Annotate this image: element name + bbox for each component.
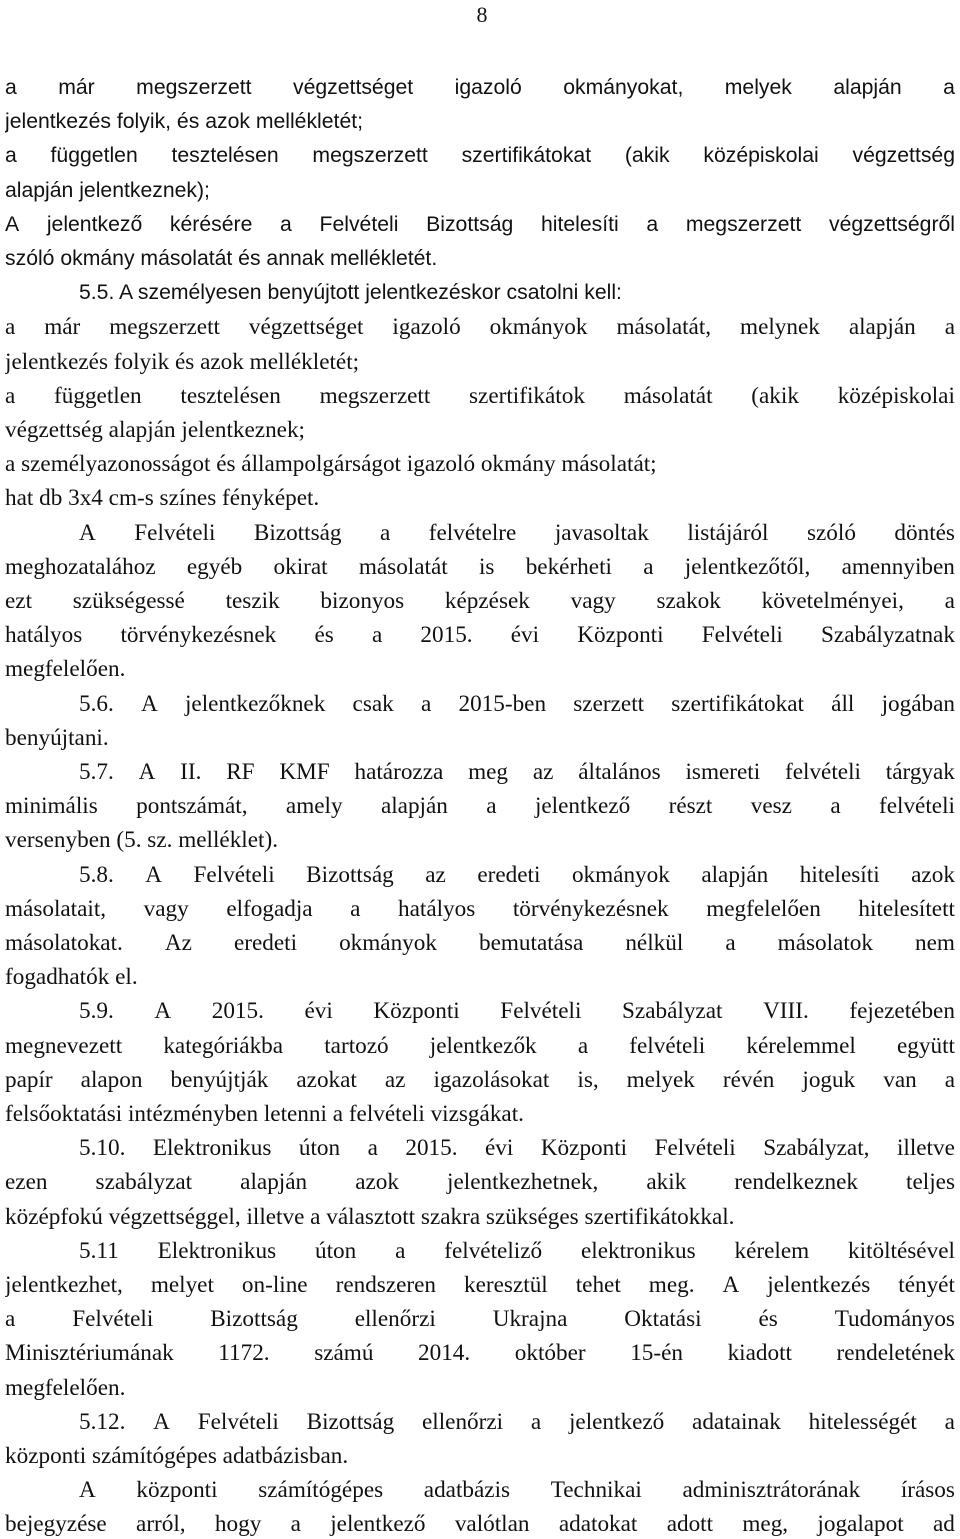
- text-word: október: [514, 1340, 586, 1367]
- text-word: a: [280, 212, 292, 236]
- text-word: ad: [933, 1511, 955, 1538]
- text-line: [5, 791, 955, 821]
- text-word: A: [722, 1272, 740, 1298]
- text-word: kérelemmel: [746, 1032, 856, 1059]
- text-word: a: [530, 1408, 542, 1435]
- text-word: másolatát: [358, 553, 448, 580]
- text-word: tesztelésen: [180, 382, 281, 409]
- text-word: a: [5, 144, 17, 168]
- text-word: a: [725, 930, 736, 956]
- text-word: felvételi: [879, 793, 955, 820]
- text-word: Minisztériumának: [5, 1340, 174, 1367]
- text-word: okmányok: [339, 930, 437, 956]
- page-number: 8: [476, 2, 488, 27]
- text-line: [5, 1338, 955, 1368]
- text-word: jelentkezhet,: [5, 1272, 123, 1298]
- text-word: 2014.: [418, 1340, 471, 1367]
- text-word: tárgyak: [885, 759, 955, 785]
- text-word: Technikai: [550, 1477, 642, 1504]
- text-word: akik: [646, 1169, 687, 1196]
- text-word: okirat: [273, 553, 328, 580]
- text-word: Szabályzatnak: [821, 622, 955, 649]
- text-word: 1172.: [218, 1340, 270, 1367]
- text-line: versenyben (5. sz. melléklet).: [5, 827, 278, 854]
- text-word: rendszeren: [335, 1272, 437, 1298]
- text-word: hatályos: [5, 622, 83, 649]
- text-word: 2015.: [420, 622, 473, 649]
- text-word: alapján: [701, 861, 769, 888]
- text-word: felvételi: [629, 1032, 706, 1059]
- text-word: meg: [468, 759, 509, 785]
- text-word: (akik: [751, 382, 799, 409]
- text-word: kiadott: [727, 1340, 792, 1367]
- text-word: meg.: [648, 1272, 695, 1298]
- text-word: ellenőrzi: [354, 1306, 436, 1333]
- text-word: már: [44, 314, 81, 341]
- text-word: bemutatása: [478, 930, 584, 956]
- text-line: felsőoktatási intézményben letenni a felvételi vizsgákat.: [5, 1101, 524, 1127]
- text-word: részt: [668, 793, 713, 820]
- text-word: a: [379, 519, 391, 546]
- text-word: a: [944, 588, 955, 614]
- text-word: javasoltak: [554, 519, 649, 546]
- text-word: együtt: [897, 1032, 955, 1059]
- text-word: évi: [304, 998, 333, 1025]
- text-word: alapján: [848, 314, 916, 341]
- text-word: jelentkező: [534, 793, 631, 820]
- text-word: igazolásokat: [433, 1066, 550, 1093]
- text-word: jelentkező: [568, 1408, 665, 1435]
- text-word: Elektronikus: [157, 1237, 277, 1264]
- text-word: A: [79, 1477, 96, 1504]
- text-word: a: [5, 382, 16, 409]
- text-word: (akik: [624, 144, 670, 168]
- text-word: vesz: [750, 793, 792, 820]
- text-line: [79, 860, 955, 890]
- text-word: eredeti: [233, 930, 298, 956]
- text-line: fogadhatók el.: [5, 964, 138, 991]
- text-line: hat db 3x4 cm-s színes fényképet.: [5, 485, 320, 512]
- text-word: hatályos: [398, 895, 476, 922]
- text-word: tartozó: [324, 1032, 389, 1059]
- text-word: arról,: [136, 1511, 186, 1538]
- text-word: 5.10.: [79, 1135, 126, 1162]
- text-word: Az: [164, 930, 192, 956]
- text-word: csak: [352, 690, 394, 717]
- text-word: központi: [136, 1477, 218, 1504]
- text-word: révén: [722, 1066, 775, 1093]
- text-word: szertifikátokat: [461, 144, 592, 168]
- text-word: végzettség: [852, 144, 955, 168]
- text-word: végzettségről: [828, 212, 955, 236]
- text-word: jelentkezők: [429, 1032, 537, 1059]
- text-line: megfelelően.: [5, 1374, 126, 1401]
- text-word: a: [420, 690, 432, 717]
- text-word: Elektronikus: [152, 1135, 272, 1162]
- text-line: [5, 1270, 955, 1300]
- text-word: valótlan: [454, 1511, 530, 1538]
- text-word: fejezetében: [849, 998, 955, 1025]
- text-word: elektronikus: [580, 1237, 696, 1264]
- text-word: Felvételi: [134, 519, 216, 546]
- text-word: okmányok: [489, 314, 588, 341]
- text-line: alapján jelentkeznek);: [5, 178, 210, 202]
- text-word: 2015-ben: [458, 690, 547, 717]
- text-word: azok: [911, 861, 955, 888]
- text-word: a: [643, 553, 654, 580]
- text-line: [79, 757, 955, 787]
- text-word: kategóriákba: [163, 1032, 284, 1059]
- text-word: számítógépes: [258, 1477, 384, 1504]
- text-line: [5, 620, 955, 650]
- text-word: adott: [666, 1511, 714, 1538]
- text-line: [5, 1509, 955, 1539]
- text-word: független: [50, 144, 138, 168]
- text-word: KMF: [279, 759, 330, 785]
- text-word: szertifikátokat: [671, 690, 804, 717]
- text-line: [5, 1031, 955, 1061]
- text-word: tényét: [898, 1272, 955, 1298]
- text-word: jelentkezőknek: [184, 690, 326, 717]
- text-word: ezt: [5, 588, 33, 614]
- text-word: írásos: [900, 1477, 955, 1504]
- text-word: pontszámát,: [136, 793, 248, 820]
- text-word: melyek: [724, 76, 792, 99]
- text-word: törvénykezésnek: [512, 895, 669, 922]
- text-word: joguk: [802, 1066, 856, 1093]
- text-word: jelentkezés: [767, 1272, 871, 1298]
- text-word: listájáról: [687, 519, 769, 546]
- text-word: megszerzett: [109, 314, 220, 341]
- text-word: benyújtják: [170, 1066, 269, 1093]
- text-word: már: [58, 76, 95, 99]
- text-line: középfokú végzettséggel, illetve a választott szakra szükséges szertifikátokkal.: [5, 1203, 735, 1230]
- text-word: 5.9.: [79, 998, 114, 1025]
- text-line: [79, 518, 955, 548]
- text-word: hogy: [214, 1511, 262, 1538]
- text-word: melyet: [150, 1272, 214, 1298]
- text-word: RF: [226, 759, 255, 785]
- text-line: 5.5. A személyesen benyújtott jelentkezéskor csatolni kell:: [79, 281, 622, 305]
- text-word: Oktatási: [624, 1306, 702, 1333]
- text-line: [79, 1475, 955, 1505]
- text-line: [79, 1407, 955, 1437]
- text-word: szertifikátok: [469, 382, 585, 409]
- text-line: jelentkezés folyik és azok mellékletét;: [5, 348, 360, 375]
- text-word: alapján: [380, 793, 448, 820]
- text-line: megfelelően.: [5, 656, 126, 683]
- text-word: másolatát,: [616, 314, 712, 341]
- text-word: úton: [298, 1135, 341, 1162]
- text-word: ellenőrzi: [421, 1408, 504, 1435]
- text-word: Tudományos: [834, 1306, 955, 1333]
- text-word: ezen: [5, 1169, 48, 1196]
- text-word: on-line: [241, 1272, 308, 1298]
- text-word: jogalapot: [817, 1511, 904, 1538]
- text-word: a: [290, 1511, 301, 1538]
- text-word: megfelelően: [706, 895, 821, 922]
- text-word: nélkül: [625, 930, 684, 956]
- text-line: [79, 689, 955, 719]
- text-line: [79, 1133, 955, 1163]
- text-word: a: [944, 1408, 955, 1435]
- text-word: és: [314, 622, 334, 649]
- text-word: döntés: [894, 519, 955, 546]
- text-line: [5, 141, 955, 171]
- text-word: egyéb: [186, 553, 243, 580]
- text-word: VIII.: [763, 998, 809, 1025]
- text-word: szakok: [656, 588, 721, 614]
- text-word: megszerzett: [319, 382, 431, 409]
- text-word: felvételi: [785, 759, 861, 785]
- text-word: 15-én: [630, 1340, 683, 1367]
- text-word: azokat: [296, 1066, 357, 1093]
- text-word: megszerzett: [136, 76, 252, 99]
- text-word: tesztelésen: [171, 144, 279, 168]
- text-line: [79, 996, 955, 1026]
- text-line: [5, 1304, 955, 1334]
- text-word: melynek: [740, 314, 820, 341]
- text-word: hitelesíti: [799, 861, 880, 888]
- text-word: bejegyzése: [5, 1511, 107, 1538]
- text-word: rendelkeznek: [734, 1169, 858, 1196]
- text-line: [5, 894, 955, 924]
- text-line: a személyazonosságot és állampolgárságot igazoló okmány másolatát;: [5, 451, 657, 478]
- text-word: követelményei,: [761, 588, 904, 614]
- text-word: amennyiben: [841, 553, 955, 580]
- text-word: vagy: [143, 895, 189, 922]
- text-word: kérésére: [169, 212, 253, 236]
- text-word: szabályzat: [95, 1169, 193, 1196]
- text-word: 2015.: [211, 998, 264, 1025]
- text-word: alapján: [833, 76, 902, 99]
- text-word: független: [54, 382, 142, 409]
- text-line: végzettség alapján jelentkeznek;: [5, 417, 305, 443]
- text-word: minimális: [5, 793, 98, 820]
- text-word: 2015.: [405, 1135, 458, 1162]
- text-word: amely: [285, 793, 343, 820]
- text-word: van: [883, 1066, 917, 1093]
- text-line: [5, 210, 955, 240]
- text-word: II.: [180, 759, 202, 785]
- text-word: 5.8.: [79, 861, 114, 888]
- text-word: középiskolai: [703, 144, 819, 168]
- text-line: [5, 928, 955, 958]
- text-word: teszik: [225, 588, 280, 614]
- text-word: hitelesíti: [540, 212, 619, 236]
- text-line: [5, 381, 955, 411]
- text-word: A: [5, 212, 20, 236]
- text-word: is: [478, 553, 495, 580]
- text-line: [5, 1167, 955, 1197]
- text-word: A: [154, 998, 172, 1025]
- text-word: az: [425, 861, 446, 888]
- text-line: [5, 1065, 955, 1095]
- text-word: bekérheti: [525, 553, 612, 580]
- text-word: végzettséget: [293, 76, 414, 99]
- text-word: Központi: [577, 622, 664, 649]
- text-word: Bizottság: [210, 1306, 298, 1333]
- text-word: ismereti: [685, 759, 761, 785]
- text-word: felvételiző: [444, 1237, 543, 1264]
- text-word: azok: [355, 1169, 399, 1196]
- text-word: és: [758, 1306, 778, 1333]
- text-word: melyek: [626, 1066, 695, 1093]
- text-word: a: [577, 1032, 589, 1059]
- text-word: képzések: [444, 588, 530, 614]
- text-word: Szabályzat: [622, 998, 723, 1025]
- text-word: tehet: [575, 1272, 621, 1298]
- text-word: a: [5, 76, 17, 99]
- text-word: illetve: [896, 1135, 955, 1162]
- text-word: 5.7.: [79, 759, 114, 785]
- text-word: az: [532, 759, 554, 785]
- text-word: a: [646, 212, 659, 236]
- text-word: alapján: [240, 1169, 308, 1196]
- text-word: végzettséget: [248, 314, 364, 341]
- text-word: okmányok: [571, 861, 670, 888]
- text-word: Felvételi: [72, 1306, 154, 1333]
- text-line: szóló okmány másolatát és annak mellékletét.: [5, 247, 438, 270]
- text-word: a: [486, 793, 497, 820]
- text-word: jelentkezhetnek,: [447, 1169, 599, 1196]
- text-word: törvénykezésnek: [120, 622, 277, 649]
- text-word: számú: [314, 1340, 374, 1367]
- text-line: [5, 73, 955, 103]
- text-word: papír: [5, 1066, 53, 1093]
- text-word: általános: [578, 759, 661, 785]
- text-word: az: [384, 1066, 406, 1093]
- text-word: Szabályzat,: [763, 1135, 870, 1162]
- text-word: másolatokat.: [5, 930, 123, 956]
- text-word: Központi: [540, 1135, 628, 1162]
- text-word: A: [153, 1408, 170, 1435]
- text-word: megszerzett: [312, 144, 428, 168]
- text-word: jelentkező: [46, 212, 143, 236]
- text-word: alapon: [80, 1066, 143, 1093]
- text-word: eredeti: [477, 861, 541, 888]
- text-word: okmányokat,: [563, 76, 684, 99]
- text-word: megszerzett: [685, 212, 802, 236]
- text-word: igazoló: [454, 76, 522, 99]
- text-word: középiskolai: [837, 382, 955, 409]
- text-word: úton: [314, 1237, 357, 1264]
- text-word: nem: [915, 930, 955, 956]
- text-word: Felvételi: [197, 1408, 279, 1435]
- text-word: 5.11: [79, 1237, 119, 1264]
- text-line: [5, 586, 955, 616]
- text-word: évi: [485, 1135, 514, 1162]
- text-word: a: [944, 1066, 955, 1093]
- text-word: A: [145, 861, 163, 888]
- text-word: A: [141, 690, 158, 717]
- text-word: a: [350, 895, 361, 922]
- text-word: Felvételi: [500, 998, 582, 1025]
- text-word: A: [79, 519, 96, 546]
- text-word: Bizottság: [253, 519, 342, 546]
- text-word: Felvételi: [701, 622, 783, 649]
- text-word: keresztül: [464, 1272, 548, 1298]
- text-word: másolatát: [623, 382, 713, 409]
- text-word: Bizottság: [426, 212, 514, 236]
- text-word: a: [395, 1237, 406, 1264]
- text-word: kérelem: [734, 1237, 810, 1264]
- text-word: hitelességét: [808, 1408, 917, 1435]
- text-word: szerzett: [573, 690, 645, 717]
- text-word: 5.6.: [79, 690, 114, 717]
- text-word: a: [5, 1306, 16, 1333]
- text-word: Felvételi: [193, 861, 275, 888]
- text-word: hitelesített: [858, 895, 955, 922]
- text-word: jelentkező: [330, 1511, 426, 1538]
- text-word: másolatok: [777, 930, 873, 956]
- text-word: Központi: [373, 998, 460, 1025]
- text-line: jelentkezés folyik, és azok mellékletét;: [5, 110, 363, 134]
- text-word: határozza: [354, 759, 444, 785]
- text-word: igazoló: [392, 314, 461, 341]
- text-line: [79, 1236, 955, 1266]
- text-word: a: [943, 76, 955, 99]
- text-word: másolatait,: [5, 895, 107, 922]
- text-line: [5, 552, 955, 582]
- text-word: áll: [831, 690, 855, 717]
- text-word: A: [138, 759, 156, 785]
- text-word: vagy: [570, 588, 616, 614]
- text-word: kitöltésével: [848, 1237, 955, 1264]
- text-word: adatbázis: [423, 1477, 511, 1504]
- text-word: Felvételi: [319, 212, 399, 236]
- text-word: adminisztrátorának: [682, 1477, 861, 1504]
- text-word: elfogadja: [226, 895, 313, 922]
- text-word: a: [830, 793, 841, 820]
- text-word: jelentkezőtől,: [684, 553, 811, 580]
- text-word: 5.12.: [79, 1408, 126, 1435]
- text-word: felvételre: [428, 519, 517, 546]
- text-word: szóló: [806, 519, 856, 546]
- text-line: központi számítógépes adatbázisban.: [5, 1443, 349, 1469]
- text-word: Bizottság: [306, 1408, 395, 1435]
- text-word: adatokat: [558, 1511, 638, 1538]
- text-word: rendeletének: [836, 1340, 955, 1367]
- text-word: adatainak: [692, 1408, 781, 1435]
- text-word: Bizottság: [306, 861, 394, 888]
- text-word: szükségessé: [72, 588, 185, 614]
- text-word: a: [371, 622, 383, 649]
- text-word: meghozatalához: [5, 553, 156, 580]
- text-line: benyújtani.: [5, 724, 109, 751]
- text-line: [5, 312, 955, 342]
- text-word: a: [5, 314, 16, 341]
- text-word: meg,: [742, 1511, 789, 1538]
- text-word: megnevezett: [5, 1032, 123, 1059]
- text-word: Ukrajna: [492, 1306, 568, 1333]
- text-word: jogában: [881, 690, 955, 717]
- text-word: Felvételi: [654, 1135, 736, 1162]
- text-word: teljes: [906, 1169, 955, 1196]
- text-word: a: [944, 314, 955, 341]
- text-word: évi: [510, 622, 540, 649]
- text-word: a: [367, 1135, 378, 1162]
- text-word: bizonyos: [320, 588, 405, 614]
- text-word: is,: [577, 1066, 599, 1093]
